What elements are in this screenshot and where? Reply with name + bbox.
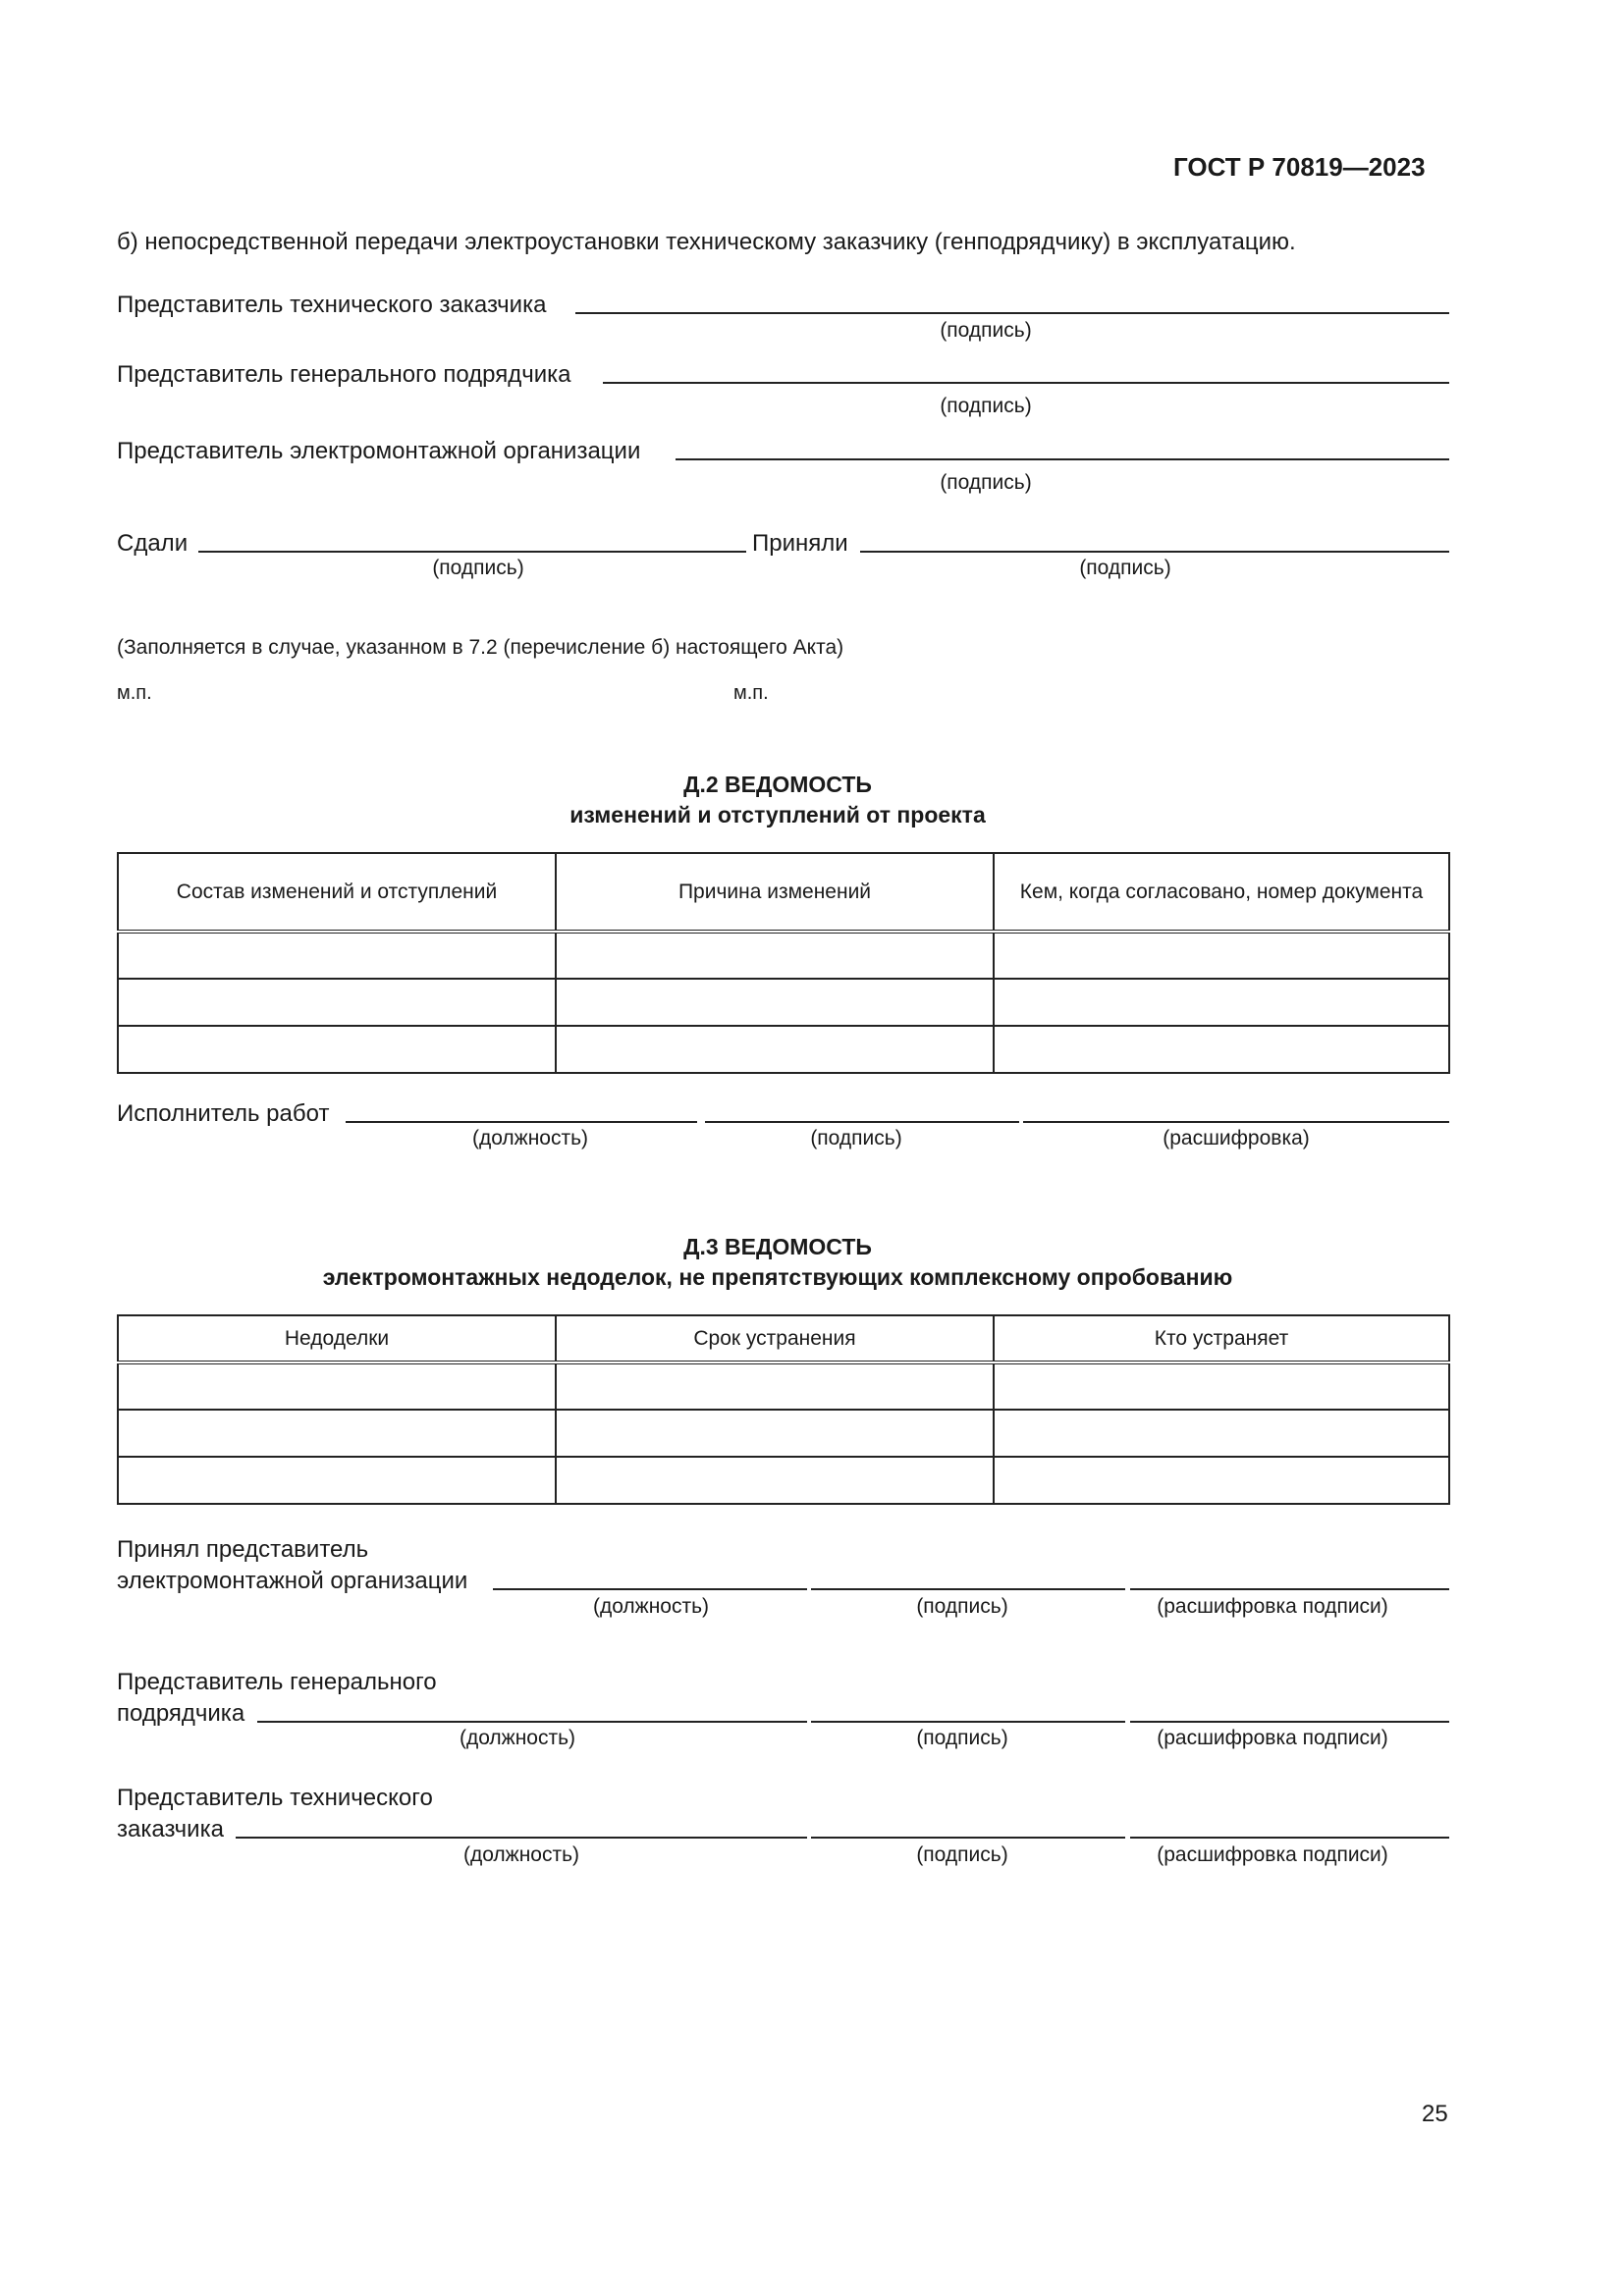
- table-row: [118, 1362, 1449, 1410]
- d3-header-row: [118, 1315, 1449, 1362]
- table-cell[interactable]: [556, 1410, 994, 1457]
- gc-caption: (должность): [459, 1727, 576, 1749]
- d2-col-header: Причина изменений: [556, 853, 994, 932]
- sig-caption: (подпись): [940, 471, 1032, 494]
- stamp-place-left: м.п.: [117, 682, 152, 704]
- accept-caption: (расшифровка подписи): [1157, 1595, 1388, 1618]
- accept-label-line2: электромонтажной организации: [117, 1568, 468, 1594]
- table-cell[interactable]: [118, 1410, 556, 1457]
- tc-caption: (расшифровка подписи): [1157, 1843, 1388, 1866]
- gc-caption: (подпись): [916, 1727, 1008, 1749]
- table-cell[interactable]: [994, 932, 1449, 979]
- table-cell[interactable]: [994, 1026, 1449, 1073]
- executor-signature-line[interactable]: [705, 1121, 1019, 1123]
- gc-position-line[interactable]: [257, 1721, 807, 1723]
- gc-signature-line[interactable]: [811, 1721, 1125, 1723]
- tc-label-line2: заказчика: [117, 1816, 224, 1842]
- table-cell[interactable]: [556, 1457, 994, 1504]
- table-cell[interactable]: [118, 932, 556, 979]
- d2-col-header: Состав изменений и отступлений: [118, 853, 556, 932]
- handover-gave-label: Сдали: [117, 530, 189, 557]
- intro-text: б) непосредственной передачи электроустановки техническому заказчику (генподрядчику) в эксплуатацию.: [117, 229, 1296, 255]
- sig-label-tech-customer: Представитель технического заказчика: [117, 292, 547, 318]
- tc-label-line1: Представитель технического: [117, 1785, 433, 1811]
- sig-line-electrical-org[interactable]: [676, 458, 1449, 460]
- sig-label-electrical-org: Представитель электромонтажной организации: [117, 438, 641, 464]
- executor-caption: (должность): [471, 1127, 589, 1149]
- table-cell[interactable]: [994, 1362, 1449, 1410]
- d3-col-header: Кто устраняет: [994, 1315, 1449, 1362]
- stamp-place-right: м.п.: [733, 682, 769, 704]
- table-cell[interactable]: [556, 979, 994, 1026]
- table-cell[interactable]: [118, 1362, 556, 1410]
- executor-decode-line[interactable]: [1023, 1121, 1449, 1123]
- sig-caption: (подпись): [940, 395, 1032, 417]
- table-cell[interactable]: [118, 979, 556, 1026]
- table-cell[interactable]: [118, 1026, 556, 1073]
- accept-caption: (должность): [592, 1595, 710, 1618]
- accept-position-line[interactable]: [493, 1588, 807, 1590]
- executor-position-line[interactable]: [346, 1121, 697, 1123]
- table-cell[interactable]: [994, 1410, 1449, 1457]
- table-row: [118, 1410, 1449, 1457]
- d2-header-row: [118, 853, 1449, 932]
- handover-received-line[interactable]: [860, 551, 1449, 553]
- d3-col-header: Недоделки: [118, 1315, 556, 1362]
- accept-label-line1: Принял представитель: [117, 1536, 369, 1563]
- accept-decode-line[interactable]: [1130, 1588, 1449, 1590]
- table-row: [118, 1457, 1449, 1504]
- accept-caption: (подпись): [916, 1595, 1008, 1618]
- gc-caption: (расшифровка подписи): [1157, 1727, 1388, 1749]
- tc-position-line[interactable]: [236, 1837, 807, 1839]
- handover-received-caption: (подпись): [1079, 557, 1171, 579]
- gc-label-line2: подрядчика: [117, 1700, 245, 1727]
- table-cell[interactable]: [556, 1362, 994, 1410]
- d3-table: [117, 1314, 1450, 1505]
- table-cell[interactable]: [556, 932, 994, 979]
- sig-caption: (подпись): [940, 319, 1032, 342]
- gc-label-line1: Представитель генерального: [117, 1669, 437, 1695]
- table-cell[interactable]: [994, 979, 1449, 1026]
- d2-col-header: Кем, когда согласовано, номер документа: [994, 853, 1449, 932]
- table-row: [118, 932, 1449, 979]
- handover-gave-caption: (подпись): [432, 557, 524, 579]
- document-id: ГОСТ Р 70819—2023: [1173, 152, 1426, 182]
- sig-line-tech-customer[interactable]: [575, 312, 1449, 314]
- d2-title: Д.2 ВЕДОМОСТЬ: [683, 772, 872, 797]
- executor-caption: (подпись): [810, 1127, 902, 1149]
- table-cell[interactable]: [118, 1457, 556, 1504]
- sig-line-general-contractor[interactable]: [603, 382, 1449, 384]
- tc-decode-line[interactable]: [1130, 1837, 1449, 1839]
- gc-decode-line[interactable]: [1130, 1721, 1449, 1723]
- table-row: [118, 1026, 1449, 1073]
- page-number: 25: [1422, 2101, 1448, 2127]
- table-cell[interactable]: [556, 1026, 994, 1073]
- fill-note: (Заполняется в случае, указанном в 7.2 (перечисление б) настоящего Акта): [117, 636, 844, 659]
- executor-label: Исполнитель работ: [117, 1100, 330, 1127]
- handover-received-label: Приняли: [752, 530, 848, 557]
- accept-signature-line[interactable]: [811, 1588, 1125, 1590]
- d3-title: Д.3 ВЕДОМОСТЬ: [683, 1234, 872, 1259]
- tc-signature-line[interactable]: [811, 1837, 1125, 1839]
- handover-gave-line[interactable]: [198, 551, 746, 553]
- d3-subtitle: электромонтажных недоделок, не препятствующих комплексному опробованию: [322, 1264, 1233, 1290]
- d2-table: [117, 852, 1450, 1074]
- table-row: [118, 979, 1449, 1026]
- tc-caption: (должность): [462, 1843, 580, 1866]
- d2-subtitle: изменений и отступлений от проекта: [569, 802, 986, 828]
- sig-label-general-contractor: Представитель генерального подрядчика: [117, 361, 571, 388]
- tc-caption: (подпись): [916, 1843, 1008, 1866]
- executor-caption: (расшифровка): [1163, 1127, 1310, 1149]
- d3-col-header: Срок устранения: [556, 1315, 994, 1362]
- table-cell[interactable]: [994, 1457, 1449, 1504]
